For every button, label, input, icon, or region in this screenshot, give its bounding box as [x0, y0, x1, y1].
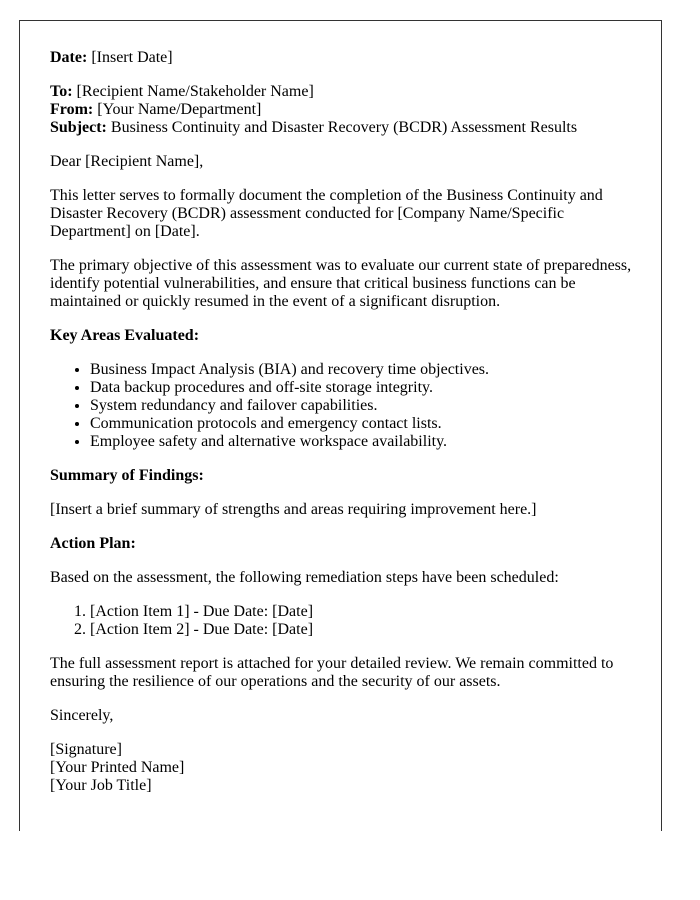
action-item: 2. [Action Item 2] - Due Date: [Date]	[90, 621, 661, 639]
action-plan-intro: Based on the assessment, the following remediation steps have been scheduled:	[50, 569, 559, 586]
list-item: • Data backup procedures and off-site storage integrity.	[90, 379, 661, 397]
list-item: • Business Impact Analysis (BIA) and recovery time objectives.	[90, 361, 661, 379]
findings-heading: Summary of Findings:	[50, 467, 204, 484]
objective-paragraph: The primary objective of this assessment was to evaluate our current state of preparedness, identify potential vulnerabilities, and ensure that critical business functions can be maintained or quickly resumed in the event of a significant disruption.	[50, 257, 632, 310]
action-item: 1. [Action Item 1] - Due Date: [Date]	[90, 603, 661, 621]
salutation: Dear [Recipient Name],	[50, 153, 204, 170]
action-plan-heading: Action Plan:	[50, 535, 136, 552]
closing-paragraph: The full assessment report is attached for your detailed review. We remain committed to ensuring the resilience of our operations and the security of our assets.	[50, 655, 614, 690]
letter-page	[19, 20, 662, 831]
header-block: To: [Recipient Name/Stakeholder Name] From: [Your Name/Department] Subject: Business Continuity and Disaster Recovery (BCDR) Assessment Results	[50, 83, 578, 136]
list-item: • Employee safety and alternative workspace availability.	[90, 433, 661, 451]
action-items-list	[50, 603, 661, 639]
signature-block: [Signature] [Your Printed Name] [Your Job Title]	[50, 741, 185, 794]
findings-text: [Insert a brief summary of strengths and areas requiring improvement here.]	[50, 501, 537, 518]
key-areas-list	[50, 361, 661, 451]
list-item: • Communication protocols and emergency contact lists.	[90, 415, 661, 433]
intro-paragraph: This letter serves to formally document the completion of the Business Continuity and Disaster Recovery (BCDR) assessment conducted for [Company Name/Specific Department] on [Date].	[50, 187, 603, 240]
date-line: Date: [Insert Date]	[50, 49, 173, 66]
list-item: • System redundancy and failover capabilities.	[90, 397, 661, 415]
signoff: Sincerely,	[50, 707, 114, 724]
key-areas-heading: Key Areas Evaluated:	[50, 327, 200, 344]
